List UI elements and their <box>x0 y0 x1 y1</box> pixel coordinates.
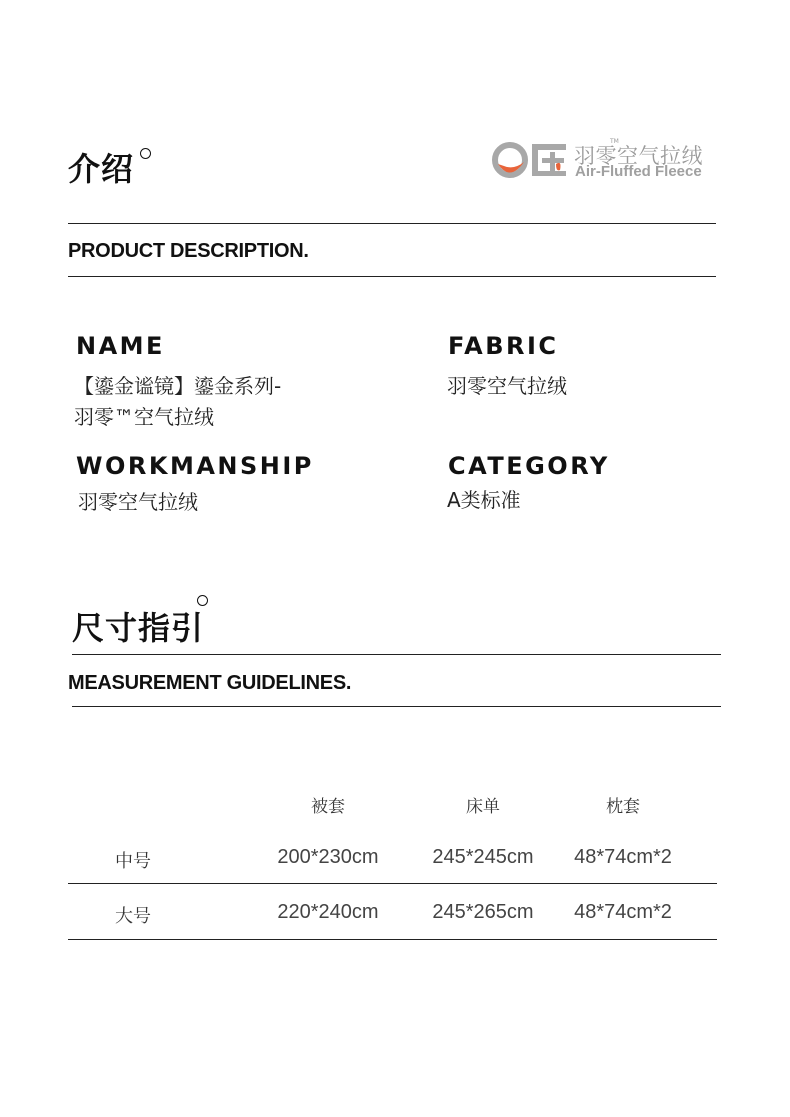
table-row-label: 中号 <box>115 851 151 872</box>
size-table <box>68 780 718 950</box>
table-cell: 200*230cm <box>277 846 379 868</box>
brand-mark-icon <box>490 140 570 182</box>
table-row-divider <box>68 883 717 884</box>
brand-name-en: Air-Fluffed Fleece <box>575 163 702 180</box>
field-value-category <box>447 485 747 516</box>
field-value-workmanship <box>78 487 378 518</box>
field-value-line: 【鎏金谧镜】鎏金系列- <box>74 374 282 398</box>
brand-logo <box>490 140 710 182</box>
field-label-fabric: FABRIC <box>448 332 559 360</box>
intro-title: 介绍 <box>68 150 135 188</box>
table-row-divider <box>68 939 717 940</box>
table-cell: 245*265cm <box>432 901 534 923</box>
degree-mark-icon <box>197 595 208 606</box>
field-label-workmanship: WORKMANSHIP <box>76 452 314 480</box>
field-value-line: 羽零空气拉绒 <box>447 374 567 398</box>
brand-tm: TM <box>610 138 619 145</box>
field-value-line: 羽零空气拉绒 <box>78 490 198 514</box>
field-value-line: A类标准 <box>447 488 521 512</box>
intro-subtitle: PRODUCT DESCRIPTION. <box>68 240 309 262</box>
field-value-fabric <box>447 371 747 402</box>
table-header-cell: 被套 <box>311 797 345 817</box>
measure-title: 尺寸指引 <box>72 609 205 647</box>
measure-subtitle: MEASUREMENT GUIDELINES. <box>68 672 352 694</box>
table-header-cell: 床单 <box>466 797 500 817</box>
field-label-category: CATEGORY <box>448 452 610 480</box>
table-cell: 48*74cm*2 <box>574 901 672 923</box>
table-cell: 245*245cm <box>432 846 534 868</box>
divider <box>72 706 721 707</box>
table-cell: 48*74cm*2 <box>574 846 672 868</box>
table-row-label: 大号 <box>115 906 151 927</box>
divider <box>72 654 721 655</box>
table-cell: 220*240cm <box>277 901 379 923</box>
degree-mark-icon <box>140 148 151 159</box>
divider <box>68 276 716 277</box>
field-value-line: 羽零™空气拉绒 <box>74 405 214 429</box>
table-header-cell: 枕套 <box>606 797 640 817</box>
field-label-name: NAME <box>76 332 165 360</box>
divider <box>68 223 716 224</box>
brand-name-cn: 羽零空气拉绒 <box>574 144 703 168</box>
field-value-name <box>74 371 414 433</box>
